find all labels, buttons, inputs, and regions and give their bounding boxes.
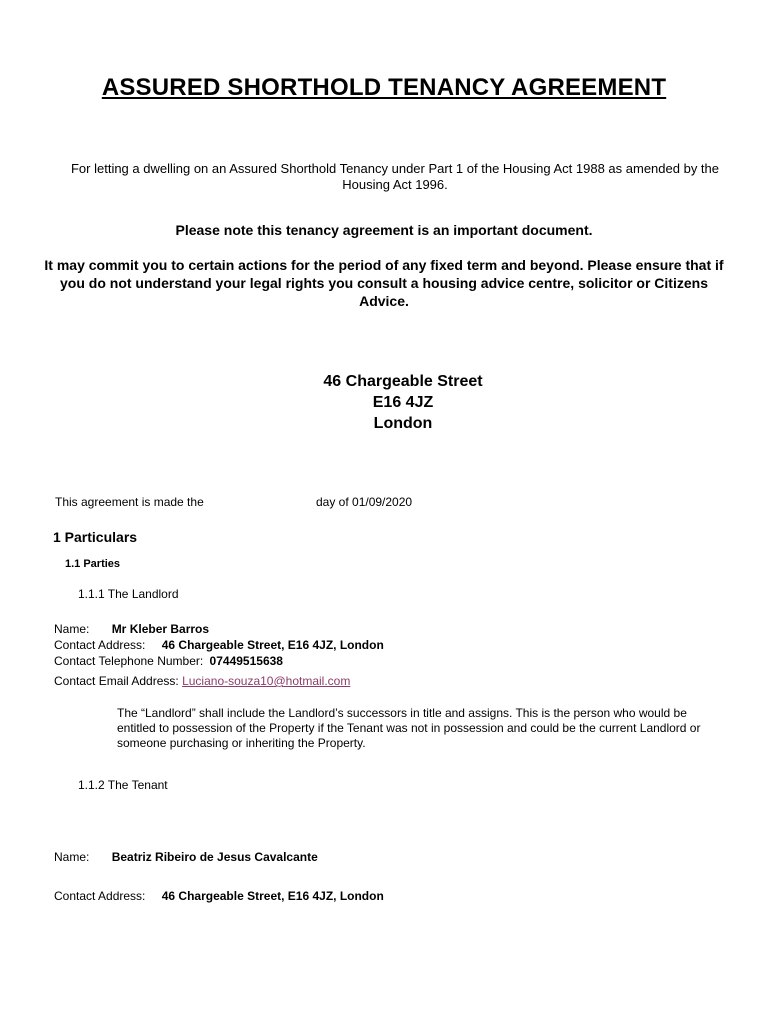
landlord-heading: 1.1.1 The Landlord <box>78 587 179 601</box>
important-note: Please note this tenancy agreement is an important document. <box>175 222 593 238</box>
document-title: ASSURED SHORTHOLD TENANCY AGREEMENT <box>101 74 667 101</box>
property-address <box>0 371 768 434</box>
landlord-phone-value: 07449515638 <box>209 654 283 668</box>
landlord-name-value: Mr Kleber Barros <box>111 622 210 636</box>
document-subtitle: For letting a dwelling on an Assured Shorthold Tenancy under Part 1 of the Housing Act 1988 as amended by the Housing Act 1996. <box>70 161 719 192</box>
agreement-date: day of 01/09/2020 <box>316 495 413 509</box>
landlord-address-value: 46 Chargeable Street, E16 4JZ, London <box>161 638 384 652</box>
property-street: 46 Chargeable Street <box>323 373 483 390</box>
landlord-name-row <box>54 622 209 636</box>
landlord-address-label: Contact Address: <box>54 638 146 652</box>
tenant-address-row <box>54 889 384 903</box>
landlord-phone-row <box>54 654 283 668</box>
tenant-name-row <box>54 850 318 864</box>
landlord-name-label: Name: <box>54 622 90 636</box>
tenant-name-label: Name: <box>54 850 90 864</box>
landlord-phone-label: Contact Telephone Number: <box>54 654 204 668</box>
section-parties-heading: 1.1 Parties <box>65 558 121 570</box>
landlord-email-link[interactable]: Luciano-souza10@hotmail.com <box>182 674 351 688</box>
agreement-made-label: This agreement is made the <box>55 495 204 509</box>
tenant-heading: 1.1.2 The Tenant <box>78 778 168 792</box>
section-particulars-heading: 1 Particulars <box>53 529 138 545</box>
tenant-address-value: 46 Chargeable Street, E16 4JZ, London <box>161 889 384 903</box>
landlord-address-row <box>54 638 384 652</box>
landlord-email-row <box>54 674 350 688</box>
tenant-address-label: Contact Address: <box>54 889 146 903</box>
property-postcode: E16 4JZ <box>372 394 434 411</box>
landlord-description: The “Landlord” shall include the Landlord’s successors in title and assigns. This is the person who would be entitled to possession of the Property if the Tenant was not in possession and could be the current Landlord or someone purchasing or inheriting the Property. <box>117 706 701 750</box>
property-city: London <box>373 415 433 432</box>
tenant-name-value: Beatriz Ribeiro de Jesus Cavalcante <box>111 850 318 864</box>
legal-rights-note: It may commit you to certain actions for the period of any fixed term and beyond. Please ensure that if you do not understand your legal rights you consult a housing advice centre, solicitor or Citizens Advice. <box>44 257 724 309</box>
landlord-email-label: Contact Email Address: <box>54 674 179 688</box>
